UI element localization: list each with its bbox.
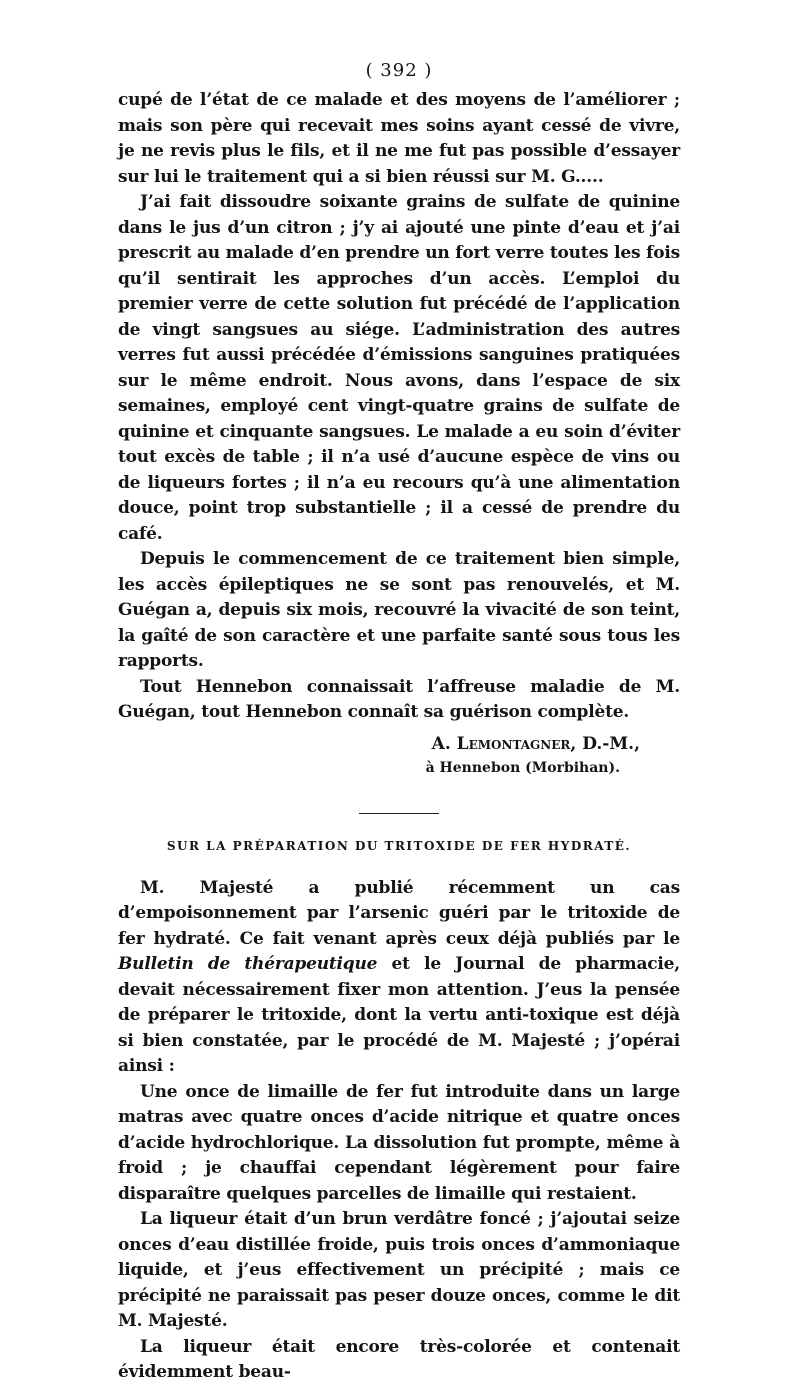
journal-title: Bulletin de thérapeutique [118, 954, 378, 974]
author-signature [118, 732, 680, 757]
section-title: SUR LA PRÉPARATION DU TRITOXIDE DE FER HYDRATÉ. [166, 838, 632, 853]
paragraph-final: La liqueur était encore très-colorée et contenait évidemment beau- [118, 1336, 680, 1382]
author-name: Lemontagner [456, 733, 571, 754]
page-number: ( 392 ) [365, 60, 433, 81]
paragraph-majeste [118, 876, 680, 1080]
author-initial: A. [431, 733, 451, 754]
document-page [118, 58, 680, 1386]
paragraph-continued: cupé de l’état de ce malade et des moyens de l’améliorer ; mais son père qui recevait mes soins ayant cessé de vivre, je ne revis plus le fils, et il ne me fut pas possible d’essayer sur lui le traitement qui a si bien réussi sur M. G..... [118, 90, 680, 187]
paragraph-liqueur: La liqueur était d’un brun verdâtre foncé ; j’ajoutai seize onces d’eau distillée froide, puis trois onces d’ammoniaque liquide, et j’eus effectivement un précipité ; mais ce précipité ne paraissait pas peser douze onces, comme le dit M. Majesté. [118, 1209, 680, 1331]
paragraph-treatment: J’ai fait dissoudre soixante grains de sulfate de quinine dans le jus d’un citron ; j’y ai ajouté une pinte d’eau et j’ai prescrit au malade d’en prendre un fort verre toutes les fois qu’il sentirait les approches d’un accès. L’emploi du premier verre de cette solution fut précédé de l’application de vingt sangsues au siége. L’administration des autres verres fut aussi précédée d’émissions sanguines pratiquées sur le même endroit. Nous avons, dans l’espace de six semaines, employé cent vingt-quatre grains de sulfate de quinine et cinquante sangsues. Le malade a eu soin d’éviter tout excès de table ; il n’a usé d’aucune espèce de vins ou de liqueurs fortes ; il n’a eu recours qu’à une alimentation douce, point trop substantielle ; il a cessé de prendre du café. [118, 192, 680, 544]
paragraph-limaille: Une once de limaille de fer fut introduite dans un large matras avec quatre onces d’acide nitrique et quatre onces d’acide hydrochlorique. La dissolution fut prompte, même à froid ; je chauffai cependant légèrement pour faire disparaître quelques parcelles de limaille qui restaient. [118, 1081, 680, 1204]
paragraph-majeste-part2: et le Journal de pharmacie, devait nécessairement fixer mon attention. J’eus la pensée de préparer le tritoxide, dont la vertu anti-toxique est déjà si bien constatée, par le procédé de M. Majesté ; j’opérai ainsi : [118, 954, 681, 1076]
section-divider [359, 813, 439, 814]
author-title: , D.-M., [570, 733, 640, 754]
paragraph-majeste-part1: M. Majesté a publié récemment un cas d’empoisonnement par l’arsenic guéri par le tritoxide de fer hydraté. Ce fait venant après ceux déjà publiés par le [118, 877, 680, 949]
paragraph-hennebon: Tout Hennebon connaissait l’affreuse maladie de M. Guégan, tout Hennebon connaît sa guérison complète. [118, 676, 680, 722]
paragraph-outcome: Depuis le commencement de ce traitement bien simple, les accès épileptiques ne se sont pas renouvelés, et M. Guégan a, depuis six mois, recouvré la vivacité de son teint, la gaîté de son caractère et une parfaite santé sous tous les rapports. [118, 549, 680, 671]
author-location: à Hennebon (Morbihan). [425, 759, 620, 776]
